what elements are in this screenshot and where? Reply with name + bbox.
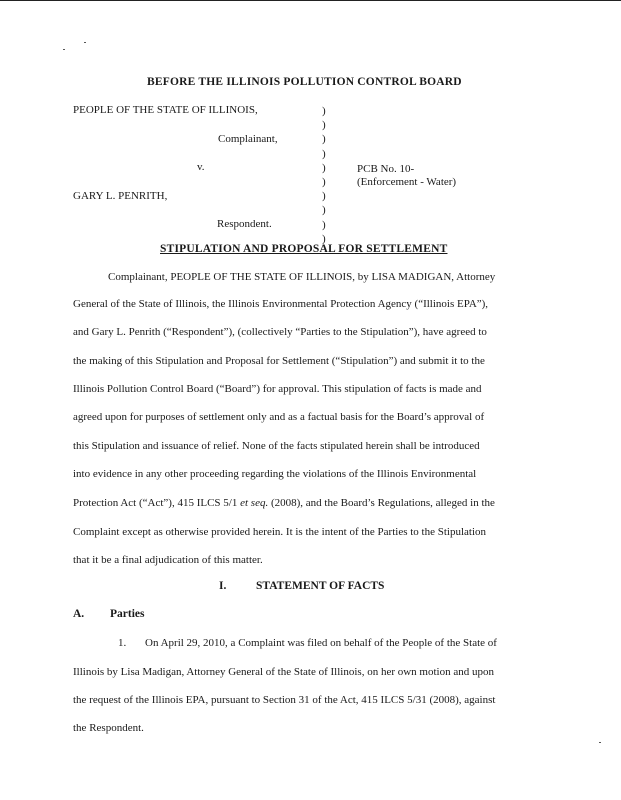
intro-line: this Stipulation and issuance of relief. None of the facts stipulated herein shall be introduced xyxy=(73,440,480,452)
intro-line: General of the State of Illinois, the Illinois Environmental Protection Agency (“Illinois EPA”), xyxy=(73,298,489,310)
intro-line: Complainant, PEOPLE OF THE STATE OF ILLINOIS, by LISA MADIGAN, Attorney xyxy=(108,271,496,283)
board-title: BEFORE THE ILLINOIS POLLUTION CONTROL BOARD xyxy=(147,76,462,88)
document-title: STIPULATION AND PROPOSAL FOR SETTLEMENT xyxy=(160,243,448,255)
intro-line: Complaint except as otherwise provided herein. It is the intent of the Parties to the Stipulation xyxy=(73,526,487,538)
section-number: I. xyxy=(219,580,227,592)
scan-speck xyxy=(599,742,601,743)
intro-line: Illinois Pollution Control Board (“Board”) for approval. This stipulation of facts is made and xyxy=(73,383,482,395)
intro-line: and Gary L. Penrith (“Respondent”), (collectively “Parties to the Stipulation”), have agreed to xyxy=(73,326,487,338)
subsection-letter: A. xyxy=(73,608,85,620)
paragraph-line: the Respondent. xyxy=(73,722,144,734)
intro-line: into evidence in any other proceeding regarding the violations of the Illinois Environmental xyxy=(73,468,477,480)
scan-speck xyxy=(63,49,65,50)
intro-line: that it be a final adjudication of this matter. xyxy=(73,554,263,566)
case-number: PCB No. 10- xyxy=(357,163,415,175)
intro-line: agreed upon for purposes of settlement only and as a factual basis for the Board’s approval of xyxy=(73,411,485,423)
paragraph-line: the request of the Illinois EPA, pursuant to Section 31 of the Act, 415 ILCS 5/31 (2008), against xyxy=(73,694,496,706)
caption-versus: v. xyxy=(197,161,205,173)
caption-complainant-role: Complainant, xyxy=(218,133,278,145)
intro-line: the making of this Stipulation and Proposal for Settlement (“Stipulation”) and submit it to the xyxy=(73,355,485,367)
subsection-title: Parties xyxy=(110,608,145,620)
paragraph-line: On April 29, 2010, a Complaint was filed on behalf of the People of the State of xyxy=(145,637,497,649)
scan-speck xyxy=(84,42,86,43)
caption-defendant: GARY L. PENRITH, xyxy=(73,190,168,202)
caption-plaintiff: PEOPLE OF THE STATE OF ILLINOIS, xyxy=(73,104,258,116)
intro-line: Protection Act (“Act”), 415 ILCS 5/1 et seq. (2008), and the Board’s Regulations, alleged in the xyxy=(73,497,495,509)
paragraph-number: 1. xyxy=(118,637,127,649)
section-title: STATEMENT OF FACTS xyxy=(256,580,385,592)
caption-paren-column: ) ) ) ) ) ) ) ) ) ) xyxy=(322,105,326,245)
paragraph-line: Illinois by Lisa Madigan, Attorney General of the State of Illinois, on her own motion and upon xyxy=(73,666,494,678)
case-type: (Enforcement - Water) xyxy=(357,176,457,188)
caption-respondent-role: Respondent. xyxy=(217,218,272,230)
top-edge-rule xyxy=(0,0,621,1)
